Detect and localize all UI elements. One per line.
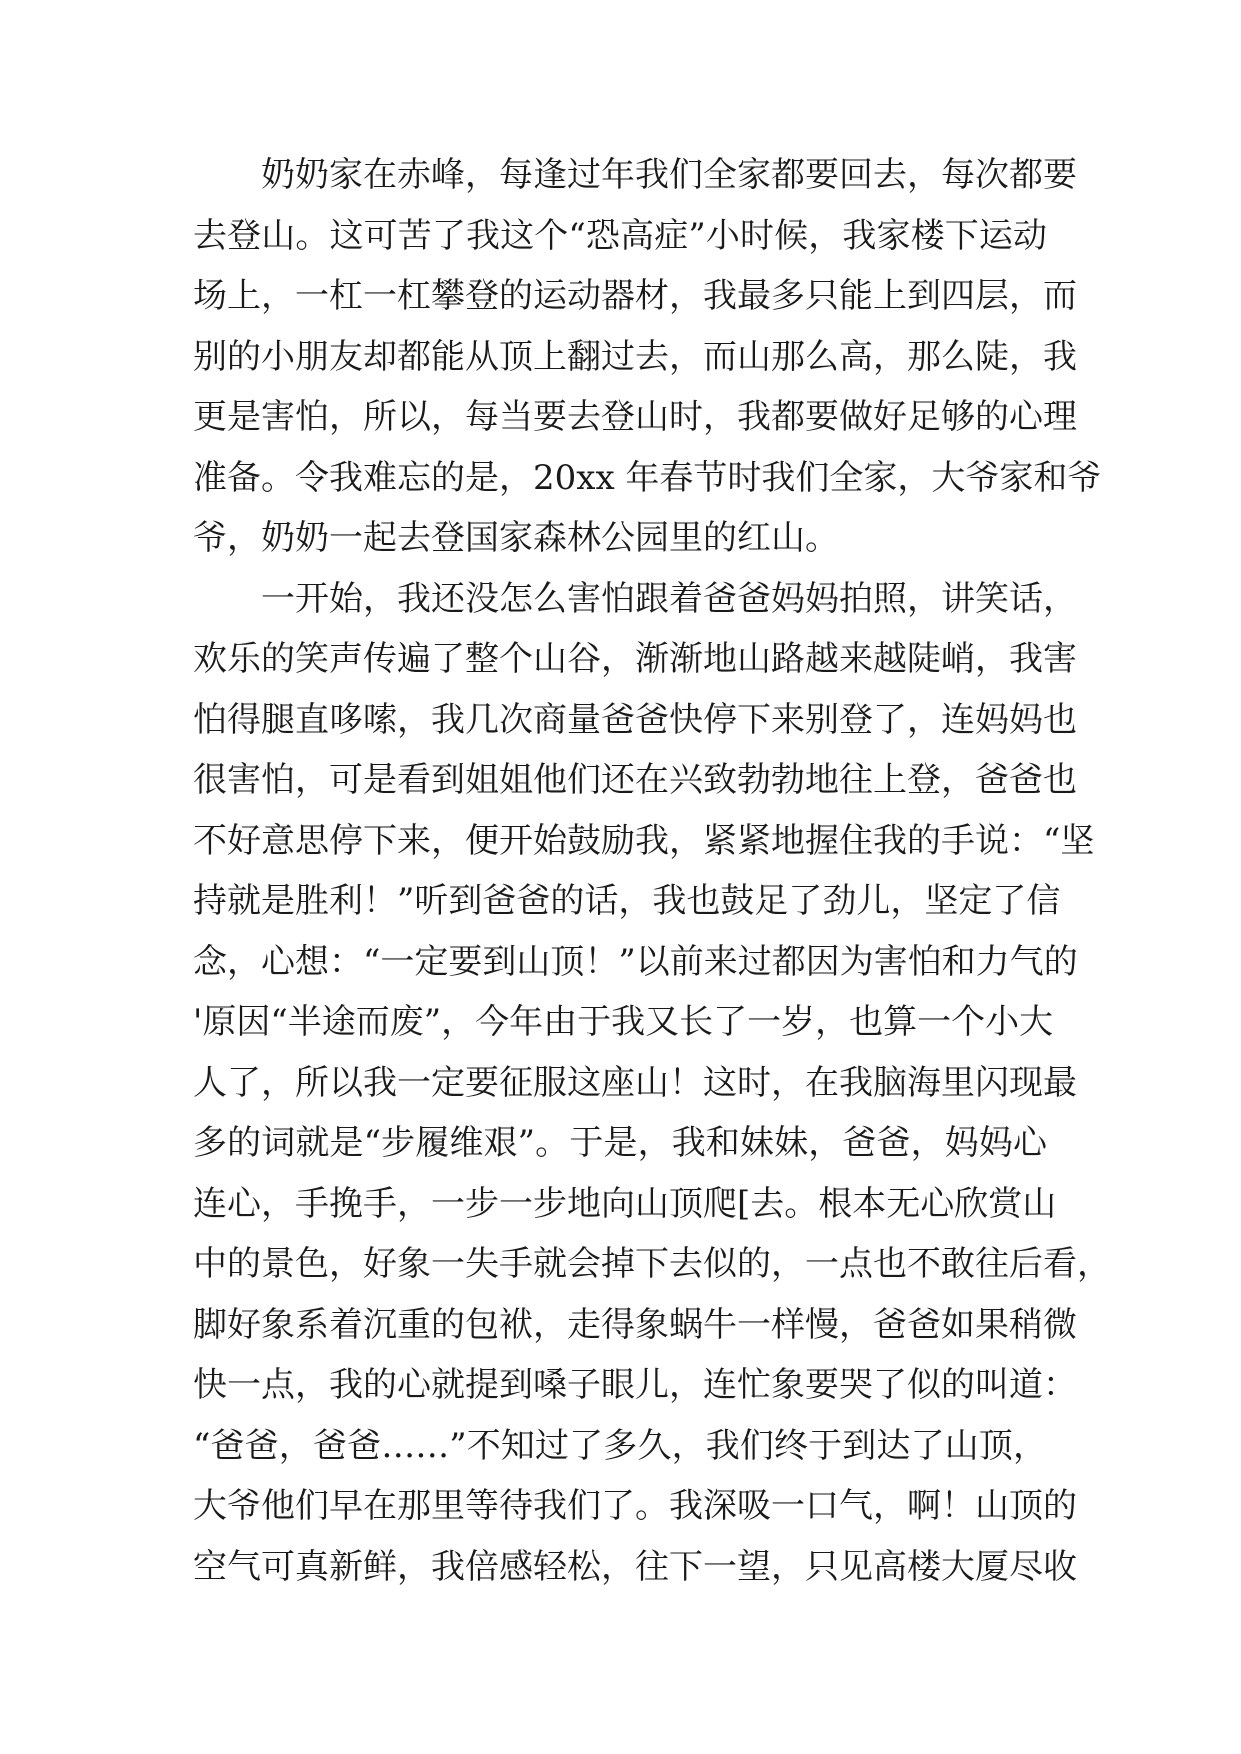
text-line: 奶奶家在赤峰，每逢过年我们全家都要回去，每次都要 — [261, 155, 1077, 195]
text-line: 场上，一杠一杠攀登的运动器材，我最多只能上到四层，而 — [193, 276, 1077, 316]
text-line: 更是害怕，所以，每当要去登山时，我都要做好足够的心理 — [193, 397, 1077, 437]
text-line: 爷，奶奶一起去登国家森林公园里的红山。 — [193, 518, 839, 558]
text-line: 快一点，我的心就提到嗓子眼儿，连忙象要哭了似的叫道： — [193, 1365, 1077, 1405]
text-line: 大爷他们早在那里等待我们了。我深吸一口气，啊！山顶的 — [193, 1486, 1077, 1526]
document-body — [193, 145, 1111, 1597]
text-line: 很害怕，可是看到姐姐他们还在兴致勃勃地往上登，爸爸也 — [193, 760, 1077, 800]
text-line: 别的小朋友却都能从顶上翻过去，而山那么高，那么陡，我 — [193, 336, 1077, 377]
text-line: 连心，手挽手，一步一步地向山顶爬[去。根本无心欣赏山 — [193, 1183, 1057, 1224]
text-line: 持就是胜利！”听到爸爸的话，我也鼓足了劲儿，坚定了信 — [193, 881, 1061, 921]
text-line: 去登山。这可苦了我这个“恐高症”小时候，我家楼下运动 — [193, 215, 1047, 256]
text-line: '原因“半途而废”，今年由于我又长了一岁，也算一个小大 — [193, 1002, 1054, 1042]
text-line: 不好意思停下来，便开始鼓励我，紧紧地握住我的手说：“坚 — [193, 820, 1095, 861]
text-line: 欢乐的笑声传遍了整个山谷，渐渐地山路越来越陡峭，我害 — [193, 639, 1077, 679]
text-line: 中的景色，好象一失手就会掉下去似的，一点也不敢往后看， — [193, 1244, 1111, 1284]
text-line: 怕得腿直哆嗦，我几次商量爸爸快停下来别登了，连妈妈也 — [193, 699, 1077, 740]
text-line: 念，心想：“一定要到山顶！”以前来过都因为害怕和力气的 — [193, 941, 1078, 982]
text-line: 人了，所以我一定要征服这座山！这时，在我脑海里闪现最 — [193, 1062, 1077, 1103]
text-line: “爸爸，爸爸……”不知过了多久，我们终于到达了山顶， — [193, 1425, 1047, 1466]
text-line: 空气可真新鲜，我倍感轻松，往下一望，只见高楼大厦尽收 — [193, 1546, 1077, 1587]
text-line: 脚好象系着沉重的包袱，走得象蜗牛一样慢，爸爸如果稍微 — [193, 1304, 1077, 1345]
text-line: 一开始，我还没怎么害怕跟着爸爸妈妈拍照，讲笑话， — [261, 578, 1077, 619]
text-line: 多的词就是“步履维艰”。于是，我和妹妹，爸爸，妈妈心 — [193, 1123, 1047, 1163]
paragraph-1 — [193, 145, 1102, 569]
paragraph-2 — [193, 569, 1111, 1598]
text-line: 准备。令我难忘的是，20xx 年春节时我们全家，大爷家和爷 — [193, 457, 1102, 498]
